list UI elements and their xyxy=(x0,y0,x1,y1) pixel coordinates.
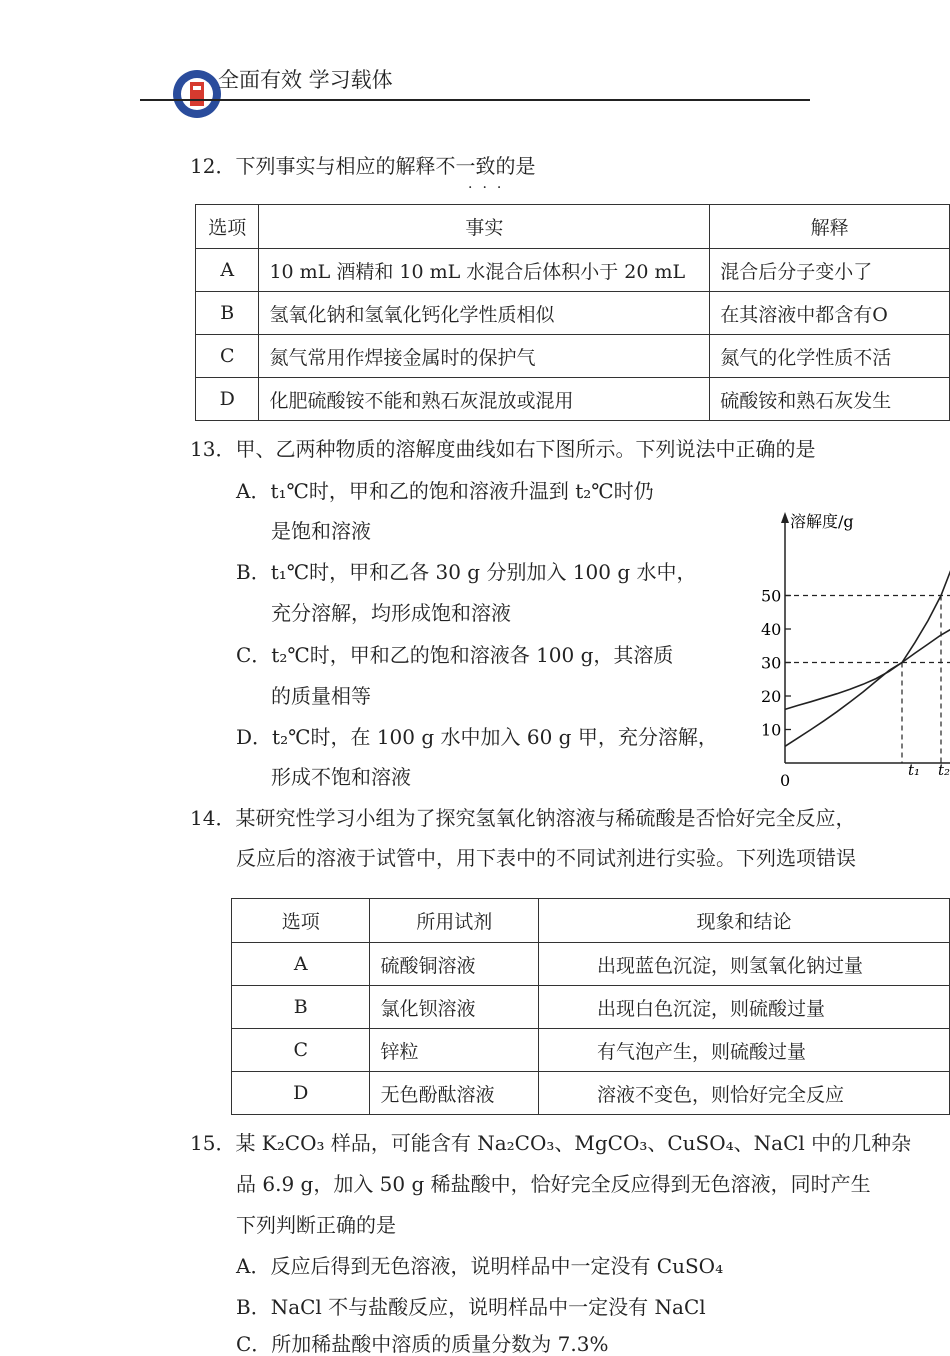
q15-option-a: A．反应后得到无色溶液，说明样品中一定没有 CuSO₄ xyxy=(236,1254,724,1278)
q12-stem: 12．下列事实与相应的解释不一致的是 xyxy=(190,154,536,178)
q12-cell-expl: 硫酸铵和熟石灰发生 xyxy=(710,378,950,421)
q12-cell-fact: 氢氧化钠和氢氧化钙化学性质相似 xyxy=(259,292,710,335)
q12-cell-expl: 混合后分子变小了 xyxy=(710,249,950,292)
q13-option-b-cont: 充分溶解，均形成饱和溶液 xyxy=(271,601,511,625)
q14-cell-opt: A xyxy=(232,943,370,986)
q12-cell-fact: 10 mL 酒精和 10 mL 水混合后体积小于 20 mL xyxy=(259,249,710,292)
solubility-curve-2 xyxy=(785,629,950,709)
y-tick-label: 50 xyxy=(761,586,782,606)
q15-line3: 下列判断正确的是 xyxy=(236,1213,396,1237)
q13-option-a: A．t₁℃时，甲和乙的饱和溶液升温到 t₂℃时仍 xyxy=(236,479,654,503)
y-axis-arrow xyxy=(781,512,789,523)
header-title: 全面有效 学习载体 xyxy=(218,68,393,92)
q15-line2: 品 6.9 g，加入 50 g 稀盐酸中，恰好完全反应得到无色溶液，同时产生 xyxy=(236,1172,871,1196)
q14-line1: 14．某研究性学习小组为了探究氢氧化钠溶液与稀硫酸是否恰好完全反应， xyxy=(190,806,856,830)
q14-cell-opt: D xyxy=(232,1072,370,1115)
q15-option-c: C．所加稀盐酸中溶质的质量分数为 7.3% xyxy=(236,1332,609,1356)
y-tick-label: 30 xyxy=(761,653,782,673)
q12-cell-opt: B xyxy=(196,292,259,335)
q12-cell-fact: 氮气常用作焊接金属时的保护气 xyxy=(259,335,710,378)
table-row xyxy=(196,335,950,378)
q14-table xyxy=(231,898,950,1115)
q13-option-b: B．t₁℃时，甲和乙各 30 g 分别加入 100 g 水中， xyxy=(236,560,697,584)
q12-cell-opt: A xyxy=(196,249,259,292)
q12-table xyxy=(195,204,950,421)
q14-cell-result: 出现蓝色沉淀，则氢氧化钠过量 xyxy=(539,943,950,986)
q12-cell-expl: 在其溶液中都含有O xyxy=(710,292,950,335)
q12-cell-fact: 化肥硫酸铵不能和熟石灰混放或混用 xyxy=(259,378,710,421)
q12-header-explanation: 解释 xyxy=(710,205,950,249)
q13-option-a-cont: 是饱和溶液 xyxy=(271,519,371,543)
q15-option-b: B．NaCl 不与盐酸反应，说明样品中一定没有 NaCl xyxy=(236,1295,706,1319)
q14-cell-result: 出现白色沉淀，则硫酸过量 xyxy=(539,986,950,1029)
table-row xyxy=(196,249,950,292)
q14-header-result: 现象和结论 xyxy=(539,899,950,943)
q12-header-fact: 事实 xyxy=(259,205,710,249)
table-row xyxy=(232,1072,950,1115)
table-row xyxy=(232,986,950,1029)
y-tick-label: 10 xyxy=(761,720,782,740)
x-tick-label: t₁ xyxy=(908,761,921,779)
table-row xyxy=(196,292,950,335)
q13-option-d: D．t₂℃时，在 100 g 水中加入 60 g 甲，充分溶解， xyxy=(236,725,718,749)
table-row xyxy=(232,1029,950,1072)
q13-option-c: C．t₂℃时，甲和乙的饱和溶液各 100 g，其溶质 xyxy=(236,643,674,667)
q14-cell-reagent: 无色酚酞溶液 xyxy=(370,1072,539,1115)
y-tick-label: 40 xyxy=(761,620,782,639)
x-tick-label: 0 xyxy=(780,771,791,790)
y-axis-label: 溶解度/g xyxy=(790,512,854,531)
header-rule xyxy=(140,99,810,101)
q14-line2: 反应后的溶液于试管中，用下表中的不同试剂进行实验。下列选项错误 xyxy=(236,846,856,870)
q14-cell-reagent: 氯化钡溶液 xyxy=(370,986,539,1029)
q13-option-c-cont: 的质量相等 xyxy=(271,684,371,708)
table-row xyxy=(232,943,950,986)
q13-option-d-cont: 形成不饱和溶液 xyxy=(271,765,411,789)
q13-stem: 13．甲、乙两种物质的溶解度曲线如右下图所示。下列说法中正确的是 xyxy=(190,437,816,461)
q14-cell-result: 有气泡产生，则硫酸过量 xyxy=(539,1029,950,1072)
q12-cell-opt: C xyxy=(196,335,259,378)
table-row xyxy=(196,378,950,421)
q14-cell-reagent: 锌粒 xyxy=(370,1029,539,1072)
q14-cell-result: 溶液不变色，则恰好完全反应 xyxy=(539,1072,950,1115)
x-tick-label: t₂ xyxy=(938,761,950,779)
q14-cell-reagent: 硫酸铜溶液 xyxy=(370,943,539,986)
q12-cell-expl: 氮气的化学性质不活 xyxy=(710,335,950,378)
q15-line1: 15．某 K₂CO₃ 样品，可能含有 Na₂CO₃、MgCO₃、CuSO₄、NaCl 中的几种杂 xyxy=(190,1131,912,1155)
q14-cell-opt: B xyxy=(232,986,370,1029)
q12-cell-opt: D xyxy=(196,378,259,421)
q12-header-option: 选项 xyxy=(196,205,259,249)
q14-header-option: 选项 xyxy=(232,899,370,943)
q14-cell-opt: C xyxy=(232,1029,370,1072)
y-tick-label: 20 xyxy=(761,687,782,706)
emphasis-dots: ··· xyxy=(468,180,512,196)
q14-header-reagent: 所用试剂 xyxy=(370,899,539,943)
solubility-chart xyxy=(750,505,950,795)
